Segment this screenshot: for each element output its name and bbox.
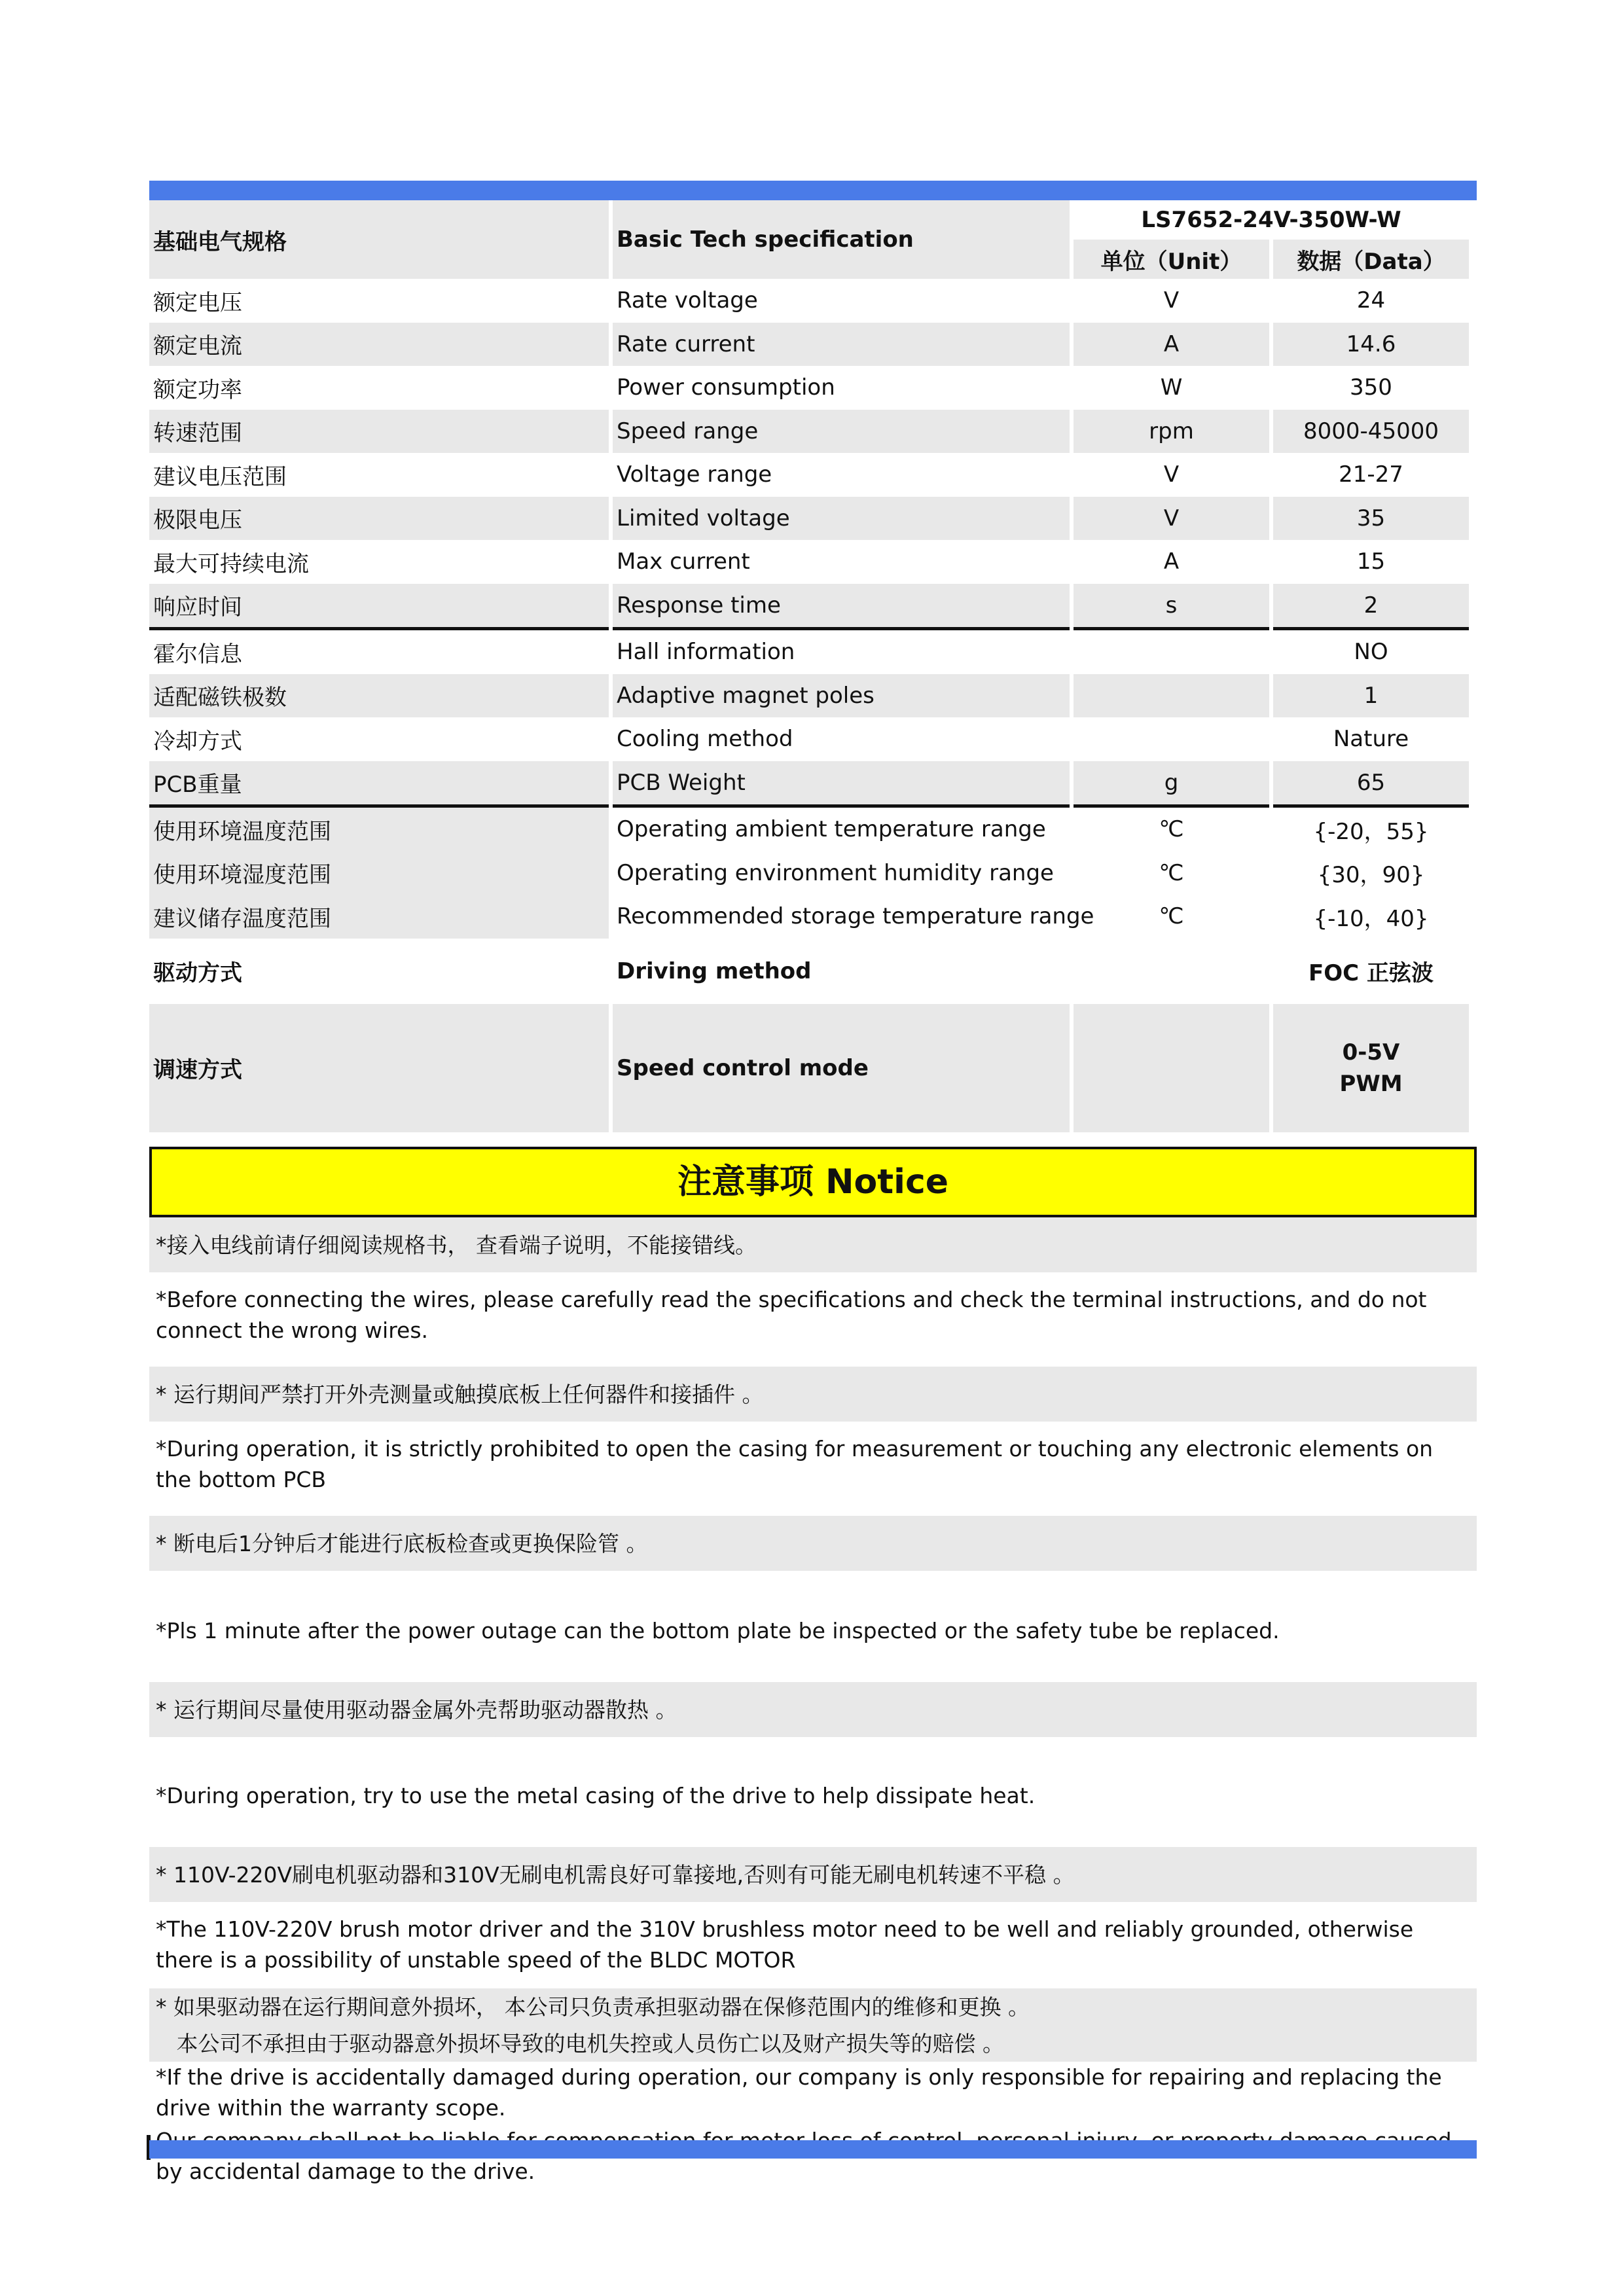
spec-value: Nature: [1333, 726, 1409, 753]
notice-item-en: *Before connecting the wires, please carefully read the specifications and check the terminal instructions, and do not connect the wrong wires.: [156, 1287, 1434, 1343]
notice-item-en: *The 110V-220V brush motor driver and the 310V brushless motor need to be well and reliably grounded, otherwise there is a possibility of unstable speed of the BLDC MOTOR: [156, 1916, 1420, 1973]
spec-cn-label: 最大可持续电流: [153, 550, 309, 577]
notice-item-en: *During operation, try to use the metal casing of the drive to help dissipate heat.: [156, 1782, 1036, 1808]
spec-en-label: Power consumption: [617, 374, 835, 401]
spec-value: 1: [1273, 674, 1469, 718]
spec-unit: V: [1163, 287, 1180, 314]
driving-unit: [1074, 939, 1269, 1004]
spec-row: [149, 717, 1469, 761]
spec-en-label: Voltage range: [617, 461, 772, 488]
spec-cn-label: 使用环境温度范围: [149, 804, 609, 852]
spec-cn-label: 转速范围: [149, 410, 609, 454]
spec-table: [145, 200, 1473, 1132]
notice-item-en: *Pls 1 minute after the power outage can the bottom plate be inspected or the safety tube be replaced.: [156, 1617, 1280, 1643]
spec-cn-label: 冷却方式: [153, 728, 242, 755]
spec-unit: g: [1074, 761, 1269, 805]
spec-unit: ℃: [1074, 804, 1269, 852]
spec-unit: s: [1074, 584, 1269, 628]
spec-cn-label: 适配磁铁极数: [149, 674, 609, 718]
spec-cn-label: 建议储存温度范围: [149, 895, 609, 939]
spec-value: {-10，40}: [1313, 905, 1429, 932]
spec-cn-label: 使用环境湿度范围: [149, 852, 609, 895]
speed-control-cn: 调速方式: [149, 1004, 609, 1132]
spec-row: [149, 627, 1469, 674]
speed-control-row: [149, 1004, 1469, 1132]
spec-unit: [1074, 674, 1269, 718]
spec-row: [149, 453, 1469, 497]
spec-en-label: Recommended storage temperature range: [617, 903, 1094, 930]
notice-item-en: *During operation, it is strictly prohibited to open the casing for measurement or touching any electronic elements on the bottom PCB: [156, 1436, 1440, 1492]
notice-item-en: by accidental damage to the drive.: [156, 2159, 535, 2184]
spec-row: [149, 540, 1469, 584]
driving-value: FOC 正弦波: [1308, 960, 1434, 986]
notice-item-cn: * 运行期间尽量使用驱动器金属外壳帮助驱动器散热 。: [149, 1682, 1477, 1737]
speed-control-unit: [1074, 1004, 1269, 1132]
notice-item-cn: 本公司不承担由于驱动器意外损坏导致的电机失控或人员伤亡以及财产损失等的赔偿 。: [149, 2025, 1477, 2062]
notice-item-cn: * 断电后1分钟后才能进行底板检查或更换保险管 。: [149, 1516, 1477, 1571]
spec-en-label: Rate current: [613, 323, 1070, 367]
unit-header: 单位（Unit）: [1074, 240, 1269, 279]
spec-en-label: Speed range: [613, 410, 1070, 454]
notice-title: 注意事项 Notice: [149, 1147, 1477, 1217]
spec-unit: ℃: [1159, 859, 1184, 886]
spec-cn-label: 响应时间: [149, 584, 609, 628]
spec-row: [149, 279, 1469, 323]
spec-en-label: Hall information: [613, 627, 1070, 674]
spec-cn-label: 额定电压: [153, 289, 242, 316]
spec-en-label: Response time: [613, 584, 1070, 628]
spec-cn-label: 额定功率: [153, 376, 242, 403]
spec-value: 35: [1273, 497, 1469, 541]
spec-cn-label: 极限电压: [149, 497, 609, 541]
spec-value: {-20，55}: [1273, 804, 1469, 852]
notice-item-cn: * 110V-220V刷电机驱动器和310V无刷电机需良好可靠接地,否则有可能无刷电机转速不平稳 。: [149, 1847, 1477, 1902]
header-cn: 基础电气规格: [149, 200, 609, 279]
spec-row: [149, 497, 1469, 541]
notice-item-cn: * 如果驱动器在运行期间意外损坏， 本公司只负责承担驱动器在保修范围内的维修和更换 。: [149, 1988, 1477, 2025]
speed-control-value: [1273, 1004, 1469, 1132]
spec-en-label: PCB Weight: [613, 761, 1070, 805]
spec-row: [149, 366, 1469, 410]
spec-value: 15: [1356, 548, 1386, 575]
speed-control-value-line1: 0-5V: [1342, 1039, 1400, 1066]
notice-item-en: *If the drive is accidentally damaged during operation, our company is only responsible for repairing and replacing the drive within the warranty scope.: [156, 2064, 1449, 2121]
speed-control-en: Speed control mode: [613, 1004, 1070, 1132]
model-name: LS7652-24V-350W-W: [1074, 200, 1469, 240]
driving-method-row: [149, 939, 1469, 1004]
spec-unit: A: [1163, 548, 1180, 575]
spec-en-label: Operating ambient temperature range: [613, 804, 1070, 852]
spec-value: 14.6: [1273, 323, 1469, 367]
speed-control-value-line2: PWM: [1339, 1070, 1403, 1097]
spec-unit: A: [1074, 323, 1269, 367]
spec-row: [149, 895, 1469, 939]
spec-cn-label: 建议电压范围: [153, 463, 287, 490]
spec-value: NO: [1273, 627, 1469, 674]
spec-value: 2: [1273, 584, 1469, 628]
spec-en-label: Rate voltage: [617, 287, 758, 314]
spec-unit: W: [1160, 374, 1183, 401]
spec-row: [149, 852, 1469, 895]
spec-en-label: Adaptive magnet poles: [613, 674, 1070, 718]
spec-unit: [1074, 627, 1269, 674]
spec-cn-label: 霍尔信息: [149, 627, 609, 674]
bottom-accent-bar: [149, 2140, 1477, 2159]
header-en: Basic Tech specification: [613, 200, 1070, 279]
spec-cn-label: PCB重量: [149, 761, 609, 805]
spec-row: [149, 584, 1469, 628]
spec-row: [149, 674, 1469, 718]
spec-unit: V: [1163, 461, 1180, 488]
spec-row: [149, 410, 1469, 454]
spec-value: 65: [1273, 761, 1469, 805]
spec-value: 350: [1350, 374, 1392, 401]
spec-row: [149, 323, 1469, 367]
notice-item-cn: *接入电线前请仔细阅读规格书， 查看端子说明，不能接错线。: [149, 1217, 1477, 1272]
spec-unit: rpm: [1074, 410, 1269, 454]
top-accent-bar: [149, 181, 1477, 200]
spec-unit: ℃: [1159, 903, 1184, 930]
spec-value: 24: [1356, 287, 1386, 314]
spec-en-label: Limited voltage: [613, 497, 1070, 541]
spec-row: [149, 761, 1469, 805]
spec-unit: [1074, 717, 1269, 761]
driving-en: Driving method: [617, 958, 812, 984]
spec-value: 8000-45000: [1273, 410, 1469, 454]
notice-item-cn: * 运行期间严禁打开外壳测量或触摸底板上任何器件和接插件 。: [149, 1367, 1477, 1422]
spec-unit: V: [1074, 497, 1269, 541]
spec-cn-label: 额定电流: [149, 323, 609, 367]
spec-value: {30，90}: [1317, 862, 1425, 889]
spec-en-label: Cooling method: [617, 726, 793, 753]
spec-en-label: Operating environment humidity range: [617, 859, 1054, 886]
spec-value: 21-27: [1339, 461, 1403, 488]
spec-row: [149, 804, 1469, 852]
spec-en-label: Max current: [617, 548, 750, 575]
driving-cn: 驱动方式: [153, 960, 242, 986]
notice-list: [149, 1217, 1477, 2189]
data-header: 数据（Data）: [1273, 240, 1469, 279]
